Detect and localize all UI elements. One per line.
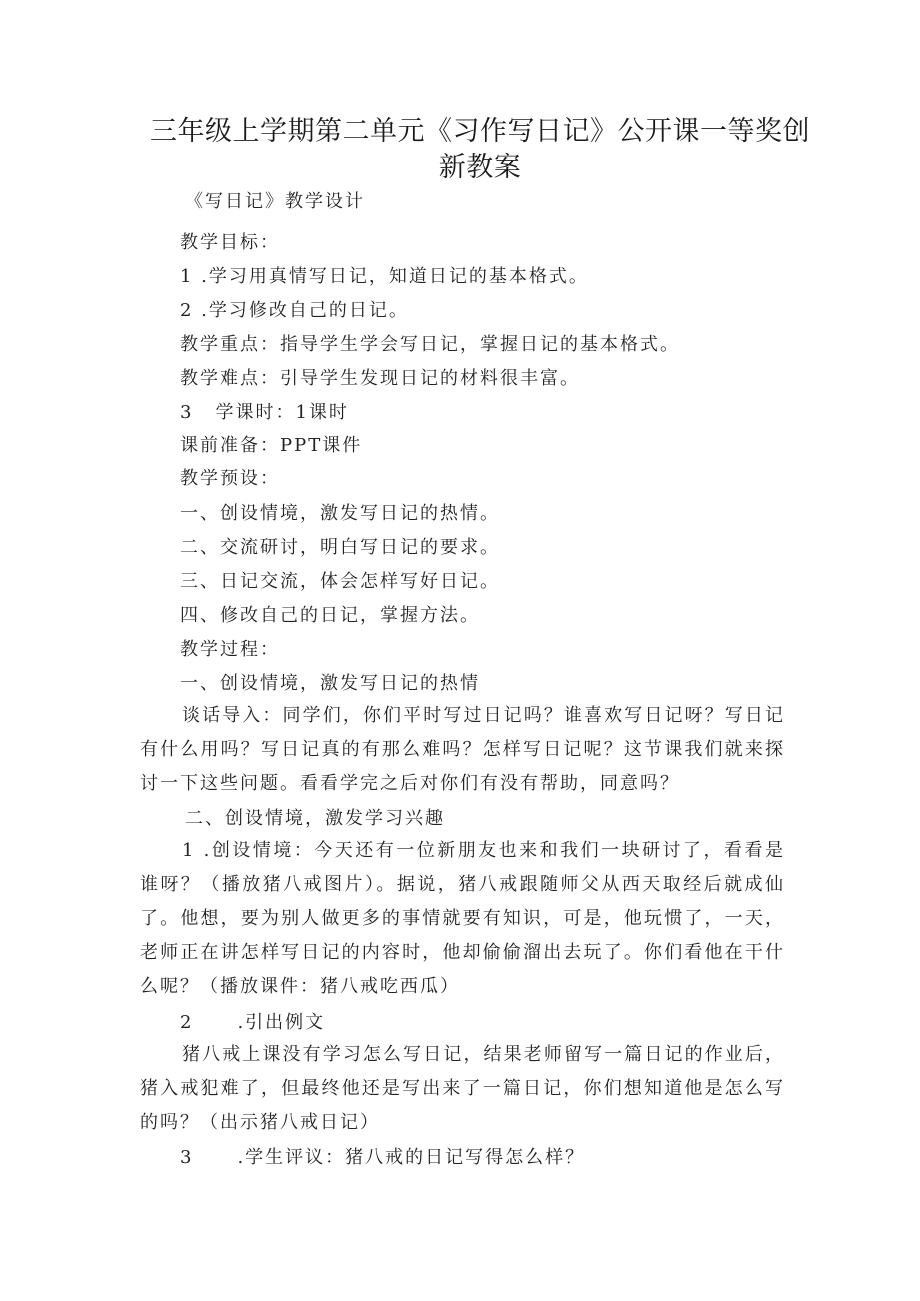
- step-2-heading: 二、创设情境，激发学习兴趣: [185, 808, 445, 829]
- goal-item-2: 2 .学习修改自己的日记。: [180, 300, 409, 321]
- preparation: 课前准备：PPT课件: [180, 435, 363, 456]
- item-2-text: .引出例文: [237, 1012, 326, 1033]
- intro-paragraph: 谈话导入：同学们，你们平时写过日记吗？谁喜欢写日记呀？写日记有什么用吗？写日记真的有那么难吗？怎样写日记呢？这节课我们就来探讨一下这些问题。看看学完之后对你们有没有帮助，同意吗？: [140, 705, 785, 794]
- document-title-line-2: 新教案: [438, 152, 522, 183]
- class-hours-number: 3: [180, 402, 194, 423]
- item-2-number: 2: [180, 1012, 194, 1033]
- item-3-number: 3: [180, 1147, 194, 1168]
- plan-item-4: 四、修改自己的日记，掌握方法。: [180, 605, 480, 626]
- plan-item-1: 一、创设情境，激发写日记的热情。: [180, 503, 500, 524]
- difficulty: 教学难点：引导学生发现日记的材料很丰富。: [180, 368, 580, 389]
- document-title-line-1: 三年级上学期第二单元《习作写日记》公开课一等奖创: [150, 116, 810, 147]
- item-3-line: [180, 1145, 585, 1171]
- process-heading: 教学过程：: [180, 639, 280, 660]
- item-3-text: .学生评议：猪八戒的日记写得怎么样？: [237, 1147, 586, 1168]
- item-2-line: [180, 1010, 325, 1036]
- step-1-heading: 一、创设情境，激发写日记的热情: [180, 673, 480, 694]
- goal-item-1: 1 .学习用真情写日记，知道日记的基本格式。: [180, 266, 589, 287]
- key-point: 教学重点：指导学生学会写日记，掌握日记的基本格式。: [180, 334, 680, 355]
- document-subtitle: 《写日记》教学设计: [185, 191, 365, 212]
- plan-heading: 教学预设：: [180, 468, 280, 489]
- class-hours: [180, 400, 349, 426]
- plan-item-2: 二、交流研讨，明白写日记的要求。: [180, 537, 500, 558]
- class-hours-text: 学课时：1课时: [215, 402, 349, 423]
- plan-item-3: 三、日记交流，体会怎样写好日记。: [180, 571, 500, 592]
- goals-heading: 教学目标：: [180, 232, 280, 253]
- item-1-paragraph: 1 .创设情境：今天还有一位新朋友也来和我们一块研讨了，看看是谁呀？（播放猪八戒图片）。据说，猪八戒跟随师父从西天取经后就成仙了。他想，要为别人做更多的事情就要有知识，可是，他玩惯了，一天，老师正在讲怎样写日记的内容时，他却偷偷溜出去玩了。你们看他在干什么呢？（播放课件：猪八戒吃西瓜）: [140, 840, 785, 997]
- example-paragraph: 猪八戒上课没有学习怎么写日记，结果老师留写一篇日记的作业后，猪入戒犯难了，但最终他还是写出来了一篇日记，你们想知道他是怎么写的吗？（出示猪八戒日记）: [140, 1044, 785, 1133]
